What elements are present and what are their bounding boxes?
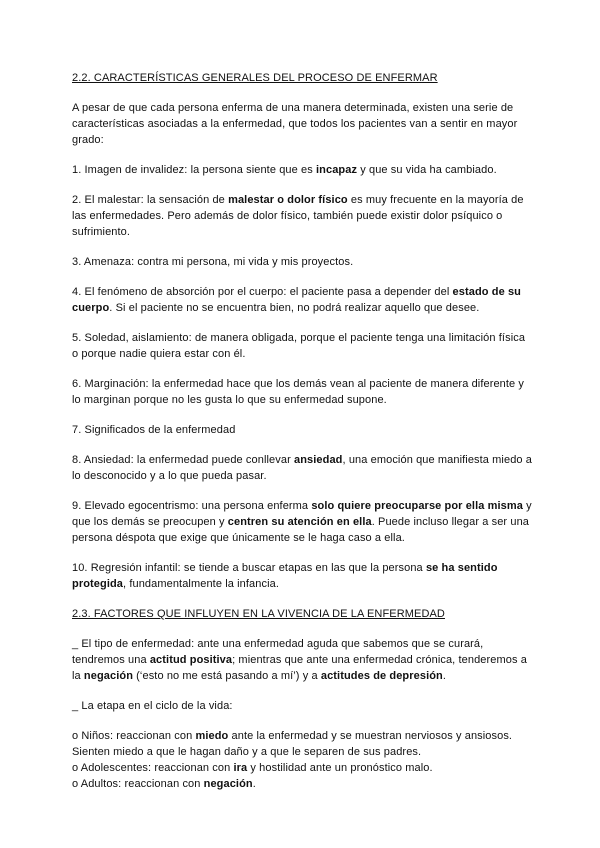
item-3-amenaza: 3. Amenaza: contra mi persona, mi vida y mis proyectos. bbox=[72, 256, 354, 268]
age-text: ante la enfermedad y se muestran nerviosos y ansiosos. Sienten miedo a que le hagan daño y a que le separen de sus padres. bbox=[72, 730, 513, 758]
item-bold: incapaz bbox=[316, 164, 358, 176]
item-8-ansiedad bbox=[72, 452, 532, 484]
factor-text: _ El tipo de enfermedad: ante una enfermedad aguda que sabemos que se curará, tendremos una bbox=[72, 638, 484, 666]
factor-etapa-vida: _ La etapa en el ciclo de la vida: bbox=[72, 700, 233, 712]
item-text: y que los demás se preocupen y bbox=[72, 500, 532, 528]
factor-bold: negación bbox=[83, 670, 134, 682]
item-text: 1. Imagen de invalidez: la persona siente que es bbox=[72, 164, 316, 176]
item-bold: ansiedad bbox=[294, 454, 343, 466]
section-heading-2-3: 2.3. FACTORES QUE INFLUYEN EN LA VIVENCIA DE LA ENFERMEDAD bbox=[72, 608, 445, 620]
item-text: , una emoción que manifiesta miedo a lo desconocido y a lo que pueda pasar. bbox=[72, 454, 533, 482]
age-text: o Adolescentes: reaccionan con bbox=[72, 762, 234, 774]
item-10-regresion bbox=[72, 560, 532, 592]
item-1-invalidez bbox=[72, 162, 532, 178]
factor-tipo-enfermedad bbox=[72, 636, 532, 684]
intro-paragraph: A pesar de que cada persona enferma de una manera determinada, existen una serie de características asociadas a la enfermedad, que todos los pacientes van a sentir en mayor grado: bbox=[72, 102, 518, 146]
item-5-soledad: 5. Soledad, aislamiento: de manera obligada, porque el paciente tenga una limitación física o porque nadie quiera estar con él. bbox=[72, 332, 526, 360]
item-7-significados: 7. Significados de la enfermedad bbox=[72, 424, 236, 436]
age-text: o Niños: reaccionan con bbox=[72, 730, 196, 742]
age-text: o Adultos: reaccionan con bbox=[72, 778, 204, 790]
item-text: es muy frecuente en la mayoría de las enfermedades. Pero además de dolor físico, también puede existir dolor psíquico o sufrimiento. bbox=[72, 194, 524, 238]
item-text: , fundamentalmente la infancia. bbox=[123, 578, 279, 590]
item-text: 2. El malestar: la sensación de bbox=[72, 194, 229, 206]
item-bold: malestar o dolor físico bbox=[228, 194, 348, 206]
age-bold: negación bbox=[203, 778, 253, 790]
age-ninos bbox=[72, 728, 532, 760]
age-text: y hostilidad ante un pronóstico malo. bbox=[247, 762, 433, 774]
section-heading-2-2: 2.2. CARACTERÍSTICAS GENERALES DEL PROCESO DE ENFERMAR bbox=[72, 72, 438, 84]
factor-text: (‘esto no me está pasando a mí’) y a bbox=[133, 670, 321, 682]
item-bold: solo quiere preocuparse por ella misma bbox=[311, 500, 523, 512]
age-adolescentes bbox=[72, 760, 532, 776]
age-bold: ira bbox=[233, 762, 248, 774]
age-adultos bbox=[72, 776, 532, 792]
factor-bold: actitudes de depresión bbox=[320, 670, 443, 682]
age-text: . bbox=[252, 778, 256, 790]
item-text: 10. Regresión infantil: se tiende a buscar etapas en las que la persona bbox=[72, 562, 426, 574]
factor-text: ; mientras que ante una enfermedad crónica, tenderemos a la bbox=[72, 654, 527, 682]
age-bold: miedo bbox=[195, 730, 229, 742]
document-page bbox=[72, 70, 532, 792]
item-text: 9. Elevado egocentrismo: una persona enferma bbox=[72, 500, 312, 512]
item-text: y que su vida ha cambiado. bbox=[357, 164, 497, 176]
item-bold: se ha sentido protegida bbox=[72, 562, 498, 590]
item-2-malestar bbox=[72, 192, 532, 240]
item-text: . Puede incluso llegar a ser una persona déspota que exige que únicamente se le haga caso a ella. bbox=[72, 516, 529, 544]
factor-text: . bbox=[442, 670, 447, 682]
factor-bold: actitud positiva bbox=[149, 654, 233, 666]
item-text: 8. Ansiedad: la enfermedad puede conllevar bbox=[72, 454, 295, 466]
item-bold: estado de su cuerpo bbox=[72, 286, 521, 314]
item-text: . Si el paciente no se encuentra bien, no podrá realizar aquello que desee. bbox=[109, 302, 480, 314]
item-4-absorcion bbox=[72, 284, 532, 316]
item-6-marginacion: 6. Marginación: la enfermedad hace que los demás vean al paciente de manera diferente y lo marginan porque no les gusta lo que su enfermedad supone. bbox=[72, 378, 525, 406]
item-9-egocentrismo bbox=[72, 498, 532, 546]
item-bold: centren su atención en ella bbox=[227, 516, 372, 528]
item-text: 4. El fenómeno de absorción por el cuerpo: el paciente pasa a depender del bbox=[72, 286, 453, 298]
